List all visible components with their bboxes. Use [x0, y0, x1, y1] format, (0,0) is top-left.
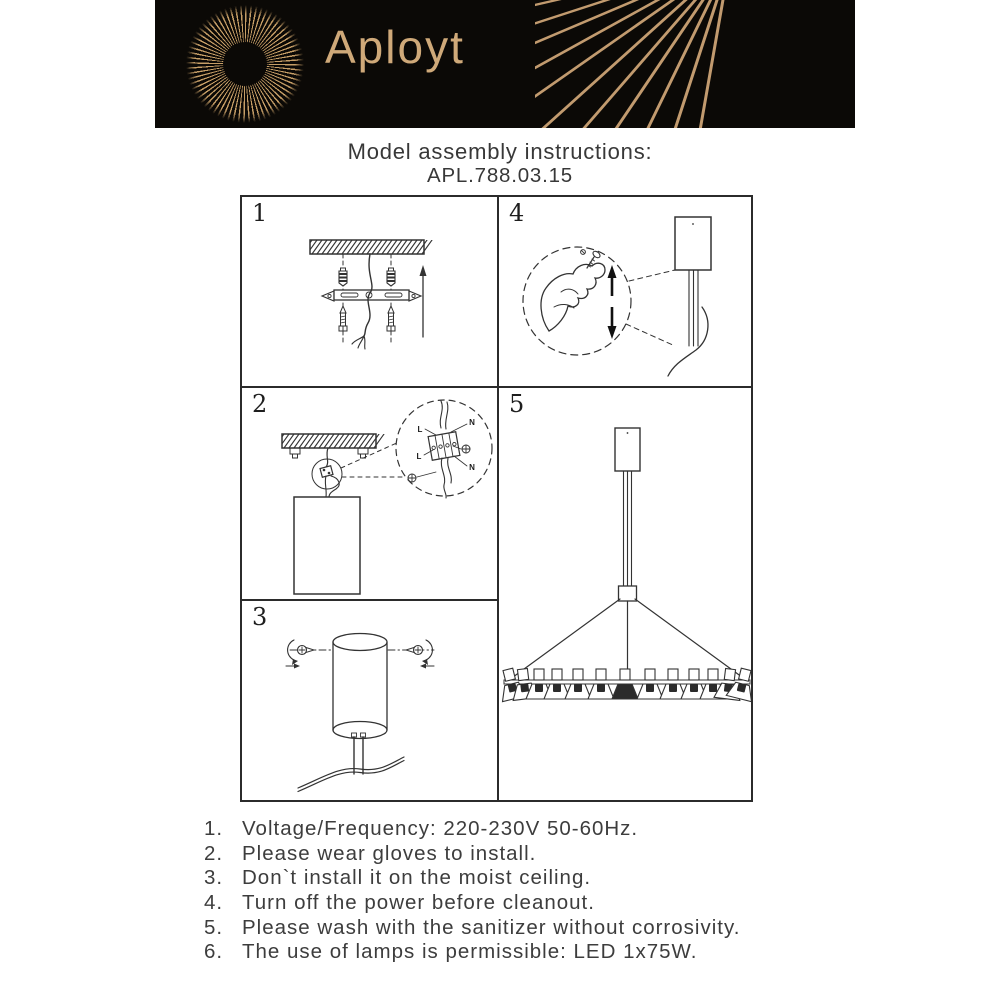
hand-icon [541, 263, 605, 331]
list-item [204, 842, 740, 867]
step-number: 4 [509, 199, 525, 227]
wire-icon [668, 307, 708, 376]
step-number: 2 [252, 390, 268, 418]
list-item-text: The use of lamps is permissible: LED 1x75W. [242, 940, 698, 964]
canopy-icon [294, 497, 360, 594]
hanging-rods [352, 733, 366, 774]
sunburst-core [223, 42, 267, 86]
wall-anchor-icon [339, 268, 347, 286]
ceiling-icon [274, 434, 384, 448]
screw-icon [339, 306, 347, 331]
list-item [204, 891, 740, 916]
wire-label-L: L [416, 452, 422, 461]
ground-symbol-icon [408, 472, 436, 482]
step-number: 3 [252, 603, 268, 631]
panel-step-1 [242, 197, 499, 388]
suspension-rods [689, 270, 698, 346]
list-item-number: 4. [204, 891, 224, 915]
screw-icon [387, 306, 395, 331]
list-item-text: Voltage/Frequency: 220-230V 50-60Hz. [242, 817, 639, 841]
step-number: 5 [509, 390, 525, 418]
panel-step-4 [499, 197, 751, 388]
brand-wordmark: Aployt [325, 21, 465, 73]
suspension-rod [624, 471, 632, 586]
list-item-number: 3. [204, 866, 224, 890]
panel-step-5 [499, 388, 751, 800]
cable-icon [298, 757, 404, 792]
screw-icon [286, 640, 314, 669]
brand-banner [155, 0, 855, 128]
wall-anchor-icon [387, 268, 395, 286]
step-5-diagram [499, 388, 751, 800]
wire-icon [352, 254, 372, 349]
panel-step-2 [242, 388, 499, 601]
list-item-text: Please wear gloves to install. [242, 841, 537, 865]
canopy-icon [675, 217, 711, 270]
callout-dashes [626, 270, 675, 346]
step-number: 1 [252, 199, 268, 227]
step-1-diagram [242, 197, 497, 386]
arrow-up-icon [420, 265, 427, 337]
canopy-icon [615, 428, 640, 471]
terminal-block-detail [408, 401, 475, 498]
panel-step-3 [242, 601, 499, 800]
terminal-connector-icon [320, 448, 339, 497]
list-item-number: 5. [204, 915, 224, 939]
cylinder-canopy-icon [333, 634, 387, 739]
model-number: APL.788.03.15 [426, 164, 574, 187]
lamp-row [499, 666, 751, 701]
wire-label-N: N [469, 418, 475, 427]
list-item-number: 6. [204, 940, 224, 964]
screw-icon [406, 640, 434, 669]
step-2-diagram [242, 388, 497, 599]
instructions-title: Model assembly instructions: [347, 139, 653, 164]
instructions-grid [240, 195, 753, 802]
arrow-up-down-icon [608, 265, 617, 339]
wire-label-L: L [417, 425, 423, 434]
list-item-text: Please wash with the sanitizer without corrosivity. [242, 915, 741, 939]
step-3-diagram [242, 601, 497, 800]
sunburst-logo-icon [185, 4, 305, 124]
safety-notes-list [204, 817, 740, 965]
step-4-diagram [499, 197, 751, 386]
list-item-number: 2. [204, 841, 224, 865]
wire-label-N: N [469, 463, 475, 472]
list-item [204, 940, 740, 965]
mount-foot-icon [290, 448, 368, 458]
connector-block [619, 586, 637, 601]
list-item-number: 1. [204, 817, 224, 841]
list-item [204, 915, 740, 940]
list-item-text: Don`t install it on the moist ceiling. [242, 866, 592, 890]
list-item-text: Turn off the power before cleanout. [242, 891, 595, 915]
list-item [204, 817, 740, 842]
ray-decoration-icon [535, 0, 855, 128]
ceiling-icon [302, 240, 432, 254]
spreader-lines [509, 599, 746, 680]
lamp-bar [504, 680, 750, 684]
list-item [204, 866, 740, 891]
